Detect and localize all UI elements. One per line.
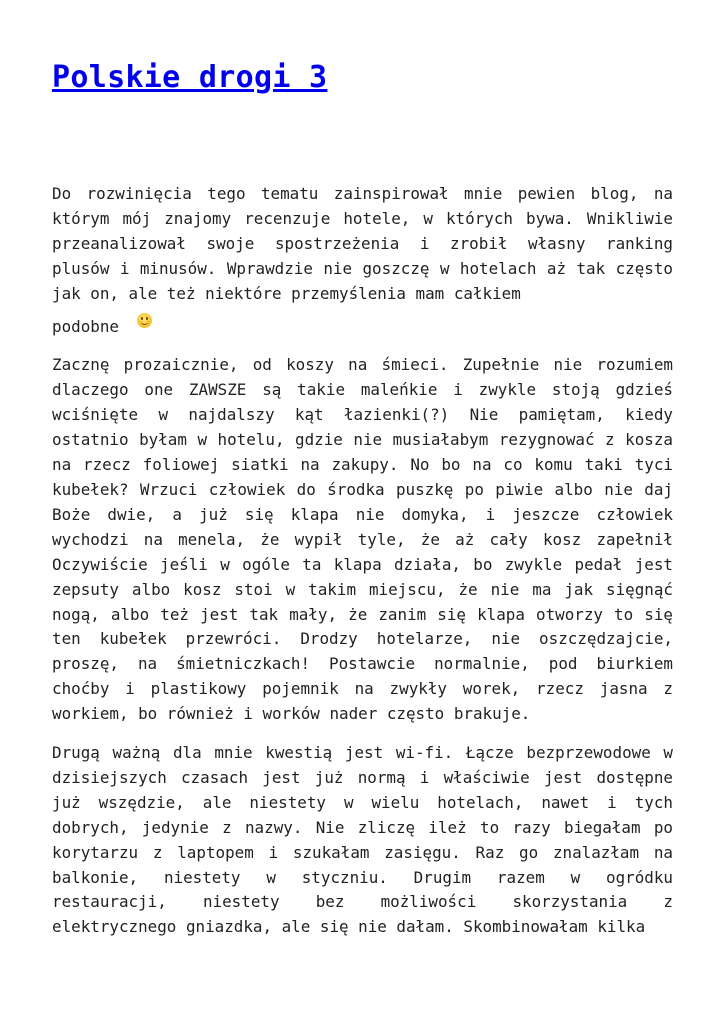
post-content [52,182,673,954]
paragraph-1-text: Do rozwinięcia tego tematu zainspirował mnie pewien blog, na którym mój znajomy recenzuje hotele, w których bywa. Wnikliwie przeanalizował swoje spostrzeżenia i zrobił własny ranking plusów i minusów. Wprawdzie nie goszczę w hotelach aż tak często jak on, ale też niektóre przemyślenia mam całkiem [52,184,673,303]
post-title-link[interactable]: Polskie drogi 3 [52,60,328,95]
paragraph-1-end-word: podobne [52,316,119,336]
paragraph-1 [52,182,673,339]
paragraph-2: Zacznę prozaicznie, od koszy na śmieci. Zupełnie nie rozumiem dlaczego one ZAWSZE są takie maleńkie i zwykle stoją gdzieś wciśnięte w najdalszy kąt łazienki(?) Nie pamiętam, kiedy ostatnio byłam w hotelu, gdzie nie musiałabym rezygnować z kosza na rzecz foliowej siatki na zakupy. No bo na co komu taki tyci kubełek? Wrzuci człowiek do środka puszkę po piwie albo nie daj Boże dwie, a już się klapa nie domyka, i jeszcze człowiek wychodzi na menela, że wypił tyle, że aż cały kosz zapełnił Oczywiście jeśli w ogóle ta klapa działa, bo zwykle pedał jest zepsuty albo kosz stoi w takim miejscu, że nie ma jak sięgnąć nogą, albo też jest tak mały, że zanim się klapa otworzy to się ten kubełek przewróci. Drodzy hotelarze, nie oszczędzajcie, proszę, na śmietniczkach! Postawcie normalnie, pod biurkiem choćby i plastikowy pojemnik na zwykły worek, rzecz jasna z workiem, bo również i worków nader często brakuje. [52,355,673,724]
paragraph-3: Drugą ważną dla mnie kwestią jest wi-fi. Łącze bezprzewodowe w dzisiejszych czasach jest już normą i właściwie jest dostępne już wszędzie, ale niestety w wielu hotelach, nawet i tych dobrych, jedynie z nazwy. Nie zliczę ileż to razy biegałam po korytarzu z laptopem i szukałam zasięgu. Raz go znalazłam na balkonie, niestety w styczniu. Drugim razem w ogródku restauracji, niestety bez możliwości skorzystania z elektrycznego gniazdka, ale się nie dałam. Skombinowałam kilka [52,743,673,937]
paragraph-1-last-line [52,313,152,340]
smiley-emoji-icon [137,313,152,328]
